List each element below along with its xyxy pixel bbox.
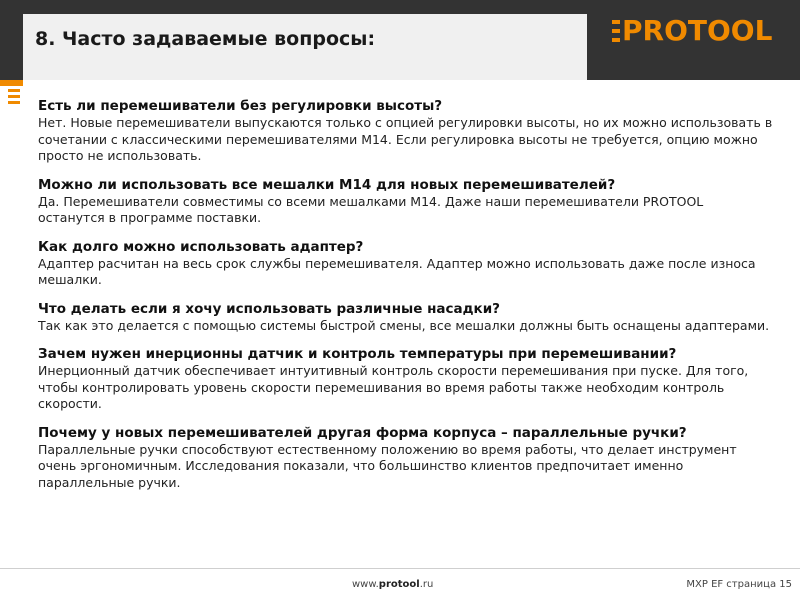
faq-answer: Параллельные ручки способствуют естественному положению во время работы, что делает инструмент очень эргономичным. Исследования показали, что большинство клиентов предпочитает именно параллельные ручки.	[38, 441, 737, 490]
url-suffix: .ru	[419, 579, 434, 590]
page-number: MXP EF страница 15	[686, 579, 792, 590]
faq-question: Как долго можно использовать адаптер?	[38, 238, 364, 255]
faq-question: Почему у новых перемешивателей другая форма корпуса – параллельные ручки?	[38, 424, 687, 441]
faq-answer: Так как это делается с помощью системы быстрой смены, все мешалки должны быть оснащены адаптерами.	[38, 317, 770, 333]
faq-answer: Нет. Новые перемешиватели выпускаются только с опцией регулировки высоты, но их можно использовать в сочетании с классическими перемешивателями М14. Если регулировка высоты не требуется, опцию можно просто не использовать.	[38, 115, 773, 163]
faq-item	[38, 177, 773, 227]
faq-item	[38, 425, 773, 492]
faq-list	[38, 98, 773, 503]
side-accent	[0, 80, 23, 110]
footer-divider	[0, 568, 800, 569]
faq-question: Можно ли использовать все мешалки М14 для новых перемешивателей?	[38, 176, 616, 193]
protool-logo	[612, 14, 784, 48]
url-prefix: www.	[352, 579, 379, 590]
page-title: 8. Часто задаваемые вопросы:	[35, 28, 376, 50]
faq-item	[38, 301, 773, 335]
faq-item	[38, 239, 773, 289]
hamburger-lines-icon	[8, 89, 20, 107]
footer-url[interactable]	[352, 579, 433, 590]
accent-stripe	[0, 80, 23, 86]
faq-question: Зачем нужен инерционны датчик и контроль температуры при перемешивании?	[38, 346, 677, 362]
url-brand: protool	[378, 579, 420, 590]
title-panel	[23, 14, 587, 80]
faq-answer: Инерционный датчик обеспечивает интуитивный контроль скорости перемешивания при пуске. Для того, чтобы контролировать уровень скорости перемешивания во время работы также необходим контроль скорости.	[38, 363, 749, 411]
faq-answer: Адаптер расчитан на весь срок службы перемешивателя. Адаптер можно использовать даже после износа мешалки.	[38, 255, 756, 287]
logo-bars-icon	[612, 20, 620, 42]
logo-text: PROTOOL	[622, 14, 773, 47]
faq-item	[38, 98, 773, 165]
faq-question: Что делать если я хочу использовать различные насадки?	[38, 300, 500, 317]
faq-item	[38, 346, 773, 413]
faq-question: Есть ли перемешиватели без регулировки высоты?	[38, 98, 443, 114]
faq-answer: Да. Перемешиватели совместимы со всеми мешалками М14. Даже наши перемешиватели PROTOOL останутся в программе поставки.	[38, 193, 704, 225]
